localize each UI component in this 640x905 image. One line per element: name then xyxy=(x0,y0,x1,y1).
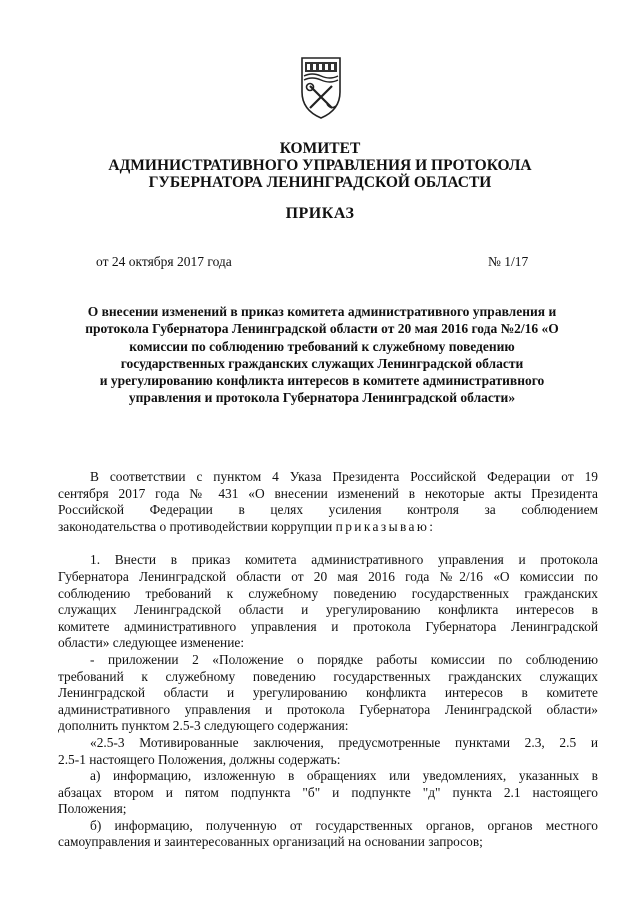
body-line: а) информацию, изложенную в обращениях или уведомлениях, указанных в xyxy=(90,768,598,784)
body-line: В соответствии с пунктом 4 Указа Президента Российской Федерации от 19 xyxy=(90,469,598,484)
body-line: 1. Внести в приказ комитета административного управления и протокола xyxy=(90,552,598,568)
document-body xyxy=(58,469,598,851)
body-line: комитете административного управления и протокола Губернатора Ленинградской xyxy=(58,618,598,634)
body-line xyxy=(58,519,598,536)
appendix-paragraph xyxy=(58,652,598,735)
subject-line: и урегулированию конфликта интересов в комитете административного xyxy=(99,373,545,389)
subject-line: государственных гражданских служащих Ленинградской области xyxy=(120,355,524,371)
header-governor: ГУБЕРНАТОРА ЛЕНИНГРАДСКОЙ ОБЛАСТИ xyxy=(148,174,492,191)
body-line: соблюдению требований к служебному поведению государственных гражданских xyxy=(58,585,598,601)
header-committee: КОМИТЕТ xyxy=(279,140,361,157)
body-line: «2.5-3 Мотивированные заключения, предусмотренные пунктами 2.3, 2.5 и xyxy=(90,734,598,750)
body-line: Положения; xyxy=(58,801,127,817)
body-line: Ленинградской области и урегулированию конфликта интересов в комитете xyxy=(58,685,598,701)
body-line: Губернатора Ленинградской области от 20 мая 2016 года №2/16 «О комиссии по xyxy=(58,568,598,584)
clause-paragraph xyxy=(58,735,598,768)
header-admin: АДМИНИСТРАТИВНОГО УПРАВЛЕНИЯ И ПРОТОКОЛА xyxy=(108,157,532,174)
body-line: б) информацию, полученную от государственных органов, органов местного xyxy=(90,817,598,833)
document-type: ПРИКАЗ xyxy=(285,205,355,222)
document-date: от 24 октября 2017 года xyxy=(96,254,232,269)
body-line: служащих Ленинградской области и урегулированию конфликта интересов в xyxy=(58,602,598,618)
body-line: 2.5-1 настоящего Положения, должны содержать: xyxy=(58,751,341,767)
subject-line: управления и протокола Губернатора Ленинградской области» xyxy=(128,390,516,406)
body-line: - приложении 2 «Положение о порядке работы комиссии по соблюдению xyxy=(90,651,598,667)
body-line: Российской Федерации в целях усиления контроля за соблюдением xyxy=(58,502,598,518)
body-line: административного управления и протокола Губернатора Ленинградской области» xyxy=(58,701,598,717)
item-1-paragraph xyxy=(58,552,598,652)
document-number: № 1/17 xyxy=(488,254,529,269)
document-subject xyxy=(48,303,596,407)
body-line: требований к служебному поведению государственных гражданских служащих xyxy=(58,668,598,684)
subject-line: О внесении изменений в приказ комитета административного управления и xyxy=(87,304,557,319)
subject-line: протокола Губернатора Ленинградской области от 20 мая 2016 года №2/16 «О xyxy=(85,321,559,337)
sub-a-paragraph xyxy=(58,768,598,818)
preamble-paragraph xyxy=(58,469,598,535)
subject-line: комиссии по соблюдению требований к служебному поведению xyxy=(129,338,515,354)
body-line: сентября 2017 года № 431 «О внесении изменений в некоторые акты Президента xyxy=(58,485,598,501)
body-line: области» следующее изменение: xyxy=(58,635,245,651)
sub-b-paragraph xyxy=(58,818,598,851)
body-line: абзацах втором и пятом подпункта "б" и подпункте "д" пункта 2.1 настоящего xyxy=(58,784,598,800)
body-line: самоуправления и заинтересованных организаций на основании запросов; xyxy=(58,834,483,850)
order-word: приказываю: xyxy=(335,518,436,534)
body-line-text: законодательства о противодействии коррупции xyxy=(58,518,333,534)
body-line: дополнить пунктом 2.5-3 следующего содержания: xyxy=(58,718,349,734)
coat-of-arms-emblem xyxy=(296,52,346,122)
